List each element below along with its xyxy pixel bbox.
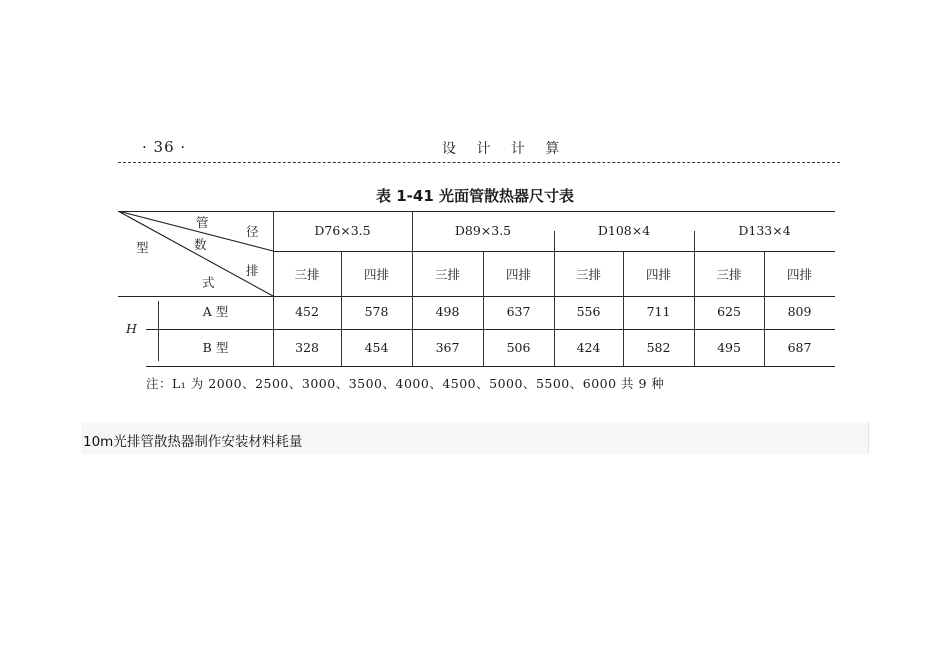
table-bottom-rule xyxy=(146,366,835,367)
table-cell: 582 xyxy=(646,340,671,355)
table-cell: 556 xyxy=(576,304,601,319)
table-cell: 367 xyxy=(435,340,460,355)
table-cell: 578 xyxy=(364,304,389,319)
table-cell: 711 xyxy=(646,304,671,319)
row-count-header: 三排 xyxy=(434,267,460,282)
table-row-rule xyxy=(146,329,835,330)
table-cell: 809 xyxy=(787,304,812,319)
table-cell: 454 xyxy=(364,340,389,355)
spec-table xyxy=(118,211,835,366)
table-cell: 495 xyxy=(717,340,741,355)
table-cell: 498 xyxy=(435,304,460,319)
type-label: A 型 xyxy=(202,304,229,319)
corner-label-form: 式 xyxy=(202,275,215,290)
subheading-bar xyxy=(81,422,869,454)
table-cell: 328 xyxy=(295,340,319,355)
subheading: 10m光排管散热器制作安装材料耗量 xyxy=(83,434,303,450)
corner-label-count: 数 xyxy=(194,237,207,252)
page-number: · 36 · xyxy=(142,138,187,156)
diameter-header: D89×3.5 xyxy=(454,223,512,238)
height-symbol: H xyxy=(126,321,137,336)
row-count-header: 三排 xyxy=(575,267,601,282)
diameter-header: D76×3.5 xyxy=(314,223,371,238)
row-count-header: 四排 xyxy=(786,267,812,282)
running-head: 设 计 计 算 xyxy=(442,141,568,157)
diameter-header: D133×4 xyxy=(738,223,791,238)
corner-label-rows: 排 xyxy=(246,263,259,278)
table-cell: 637 xyxy=(506,304,531,319)
row-count-header: 四排 xyxy=(363,267,389,282)
row-count-header: 三排 xyxy=(294,267,320,282)
page-header xyxy=(142,138,842,158)
table-cell: 625 xyxy=(717,304,741,319)
corner-label-diameter: 径 xyxy=(246,224,259,239)
header-rule xyxy=(118,162,840,163)
table-cell: 687 xyxy=(787,340,812,355)
type-label: B 型 xyxy=(202,340,229,355)
corner-label-pipe: 管 xyxy=(196,215,209,230)
table-cell: 506 xyxy=(506,340,531,355)
diameter-header: D108×4 xyxy=(597,223,651,238)
row-count-header: 四排 xyxy=(505,267,531,282)
corner-label-type: 型 xyxy=(136,240,149,255)
table-cell: 424 xyxy=(576,340,601,355)
row-count-header: 四排 xyxy=(645,267,671,282)
table-caption: 表 1-41 光面管散热器尺寸表 xyxy=(376,187,574,205)
table-cell: 452 xyxy=(295,304,319,319)
table-note: 注：L₁ 为 2000、2500、3000、3500、4000、4500、5000、5500、6000 共 9 种 xyxy=(146,376,665,391)
row-count-header: 三排 xyxy=(716,267,742,282)
